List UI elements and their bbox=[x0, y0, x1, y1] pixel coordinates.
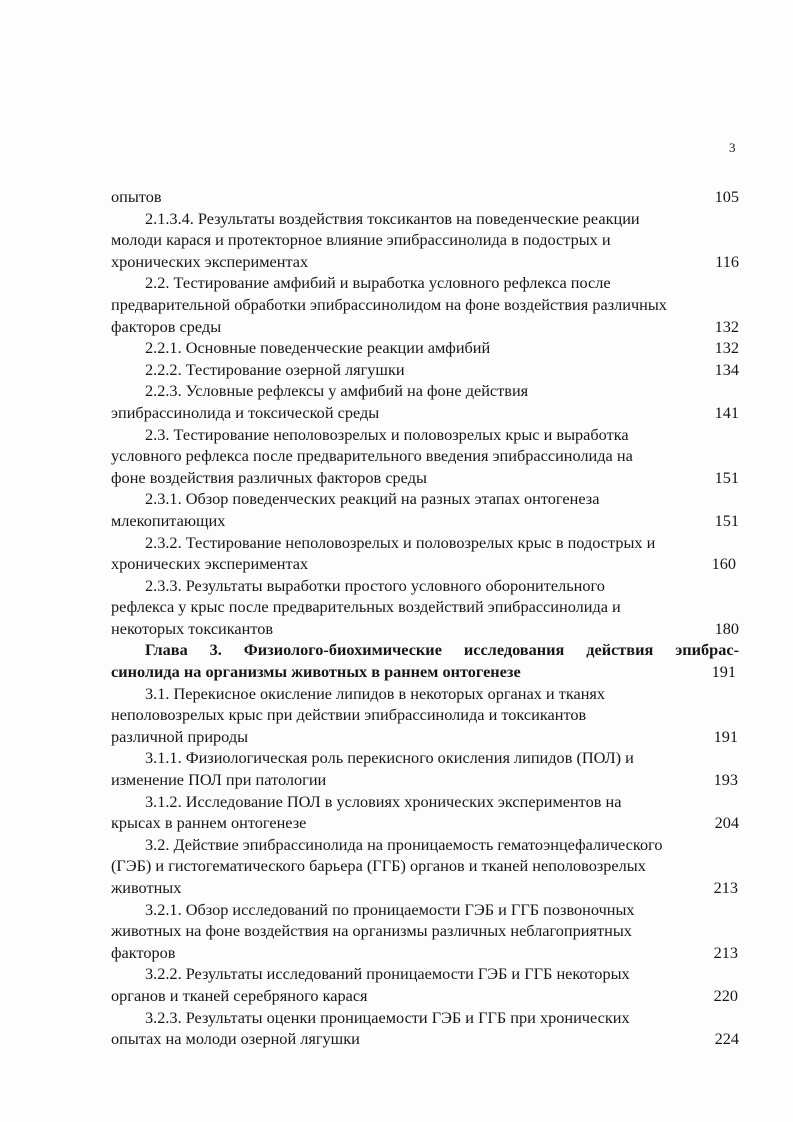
toc-entry-text: 2.3. Тестирование неполовозрелых и половозрелых крыс и выработка bbox=[145, 424, 629, 444]
toc-line bbox=[111, 834, 739, 856]
toc-entry-text: 3.1.2. Исследование ПОЛ в условиях хронических экспериментов на bbox=[145, 791, 622, 811]
toc-entry-text: (ГЭБ) и гистогематического барьера (ГГБ) органов и тканей неполовозрелых bbox=[111, 856, 646, 876]
toc-entry-text: хронических экспериментах bbox=[111, 251, 309, 271]
toc-entry-text: опытах на молоди озерной лягушки bbox=[111, 1029, 360, 1049]
toc-entry-text: рефлекса у крыс после предварительных воздействий эпибрассинолида и bbox=[111, 597, 621, 617]
toc-entry-text: хронических экспериментах bbox=[111, 554, 309, 574]
toc-line bbox=[111, 380, 739, 402]
toc-page-number: 141 bbox=[714, 402, 739, 422]
toc-line bbox=[111, 510, 739, 532]
toc-entry-text: 2.3.3. Результаты выработки простого условного оборонительного bbox=[145, 575, 605, 595]
toc-page-number: 151 bbox=[714, 467, 739, 487]
toc-page-number: 191 bbox=[711, 662, 736, 682]
toc-entry-text: 3.1. Перекисное окисление липидов в некоторых органах и тканях bbox=[145, 683, 606, 703]
toc-entry-text: 3.2. Действие эпибрассинолида на проницаемость гематоэнцефалического bbox=[145, 834, 663, 854]
toc-page-number: 213 bbox=[713, 878, 738, 897]
toc-entry-text: 2.2.1. Основные поведенческие реакции амфибий bbox=[145, 338, 491, 358]
toc-line bbox=[111, 812, 739, 834]
toc-entry-text: неполовозрелых крыс при действии эпибрассинолида и токсикантов bbox=[111, 705, 587, 725]
toc-line bbox=[111, 445, 739, 467]
toc-entry-text: различной природы bbox=[111, 726, 249, 746]
toc-entry-text: эпибрассинолида и токсической среды bbox=[111, 402, 380, 422]
toc-line bbox=[111, 899, 739, 921]
toc-line bbox=[111, 532, 739, 554]
toc-line bbox=[111, 596, 739, 618]
toc-line bbox=[111, 208, 739, 230]
toc-entry-text: 2.3.2. Тестирование неполовозрелых и половозрелых крыс в подострых и bbox=[145, 532, 656, 552]
toc-page-number: 132 bbox=[714, 338, 739, 358]
toc-page-number: 116 bbox=[715, 251, 739, 271]
toc-page-number: 105 bbox=[714, 187, 739, 206]
toc-line bbox=[111, 337, 739, 359]
toc-entry-text: Глава 3. Физиолого-биохимические исследования действия эпибрас- bbox=[145, 640, 739, 660]
toc-page-number: 213 bbox=[713, 942, 738, 962]
toc-entry-text: 3.2.1. Обзор исследований по проницаемости ГЭБ и ГГБ позвоночных bbox=[145, 899, 635, 919]
toc-entry-text: факторов bbox=[111, 942, 176, 962]
toc-line bbox=[111, 920, 739, 942]
toc-entry-text: животных bbox=[111, 878, 182, 897]
toc-line bbox=[111, 942, 739, 964]
toc-line bbox=[111, 747, 739, 769]
toc-line bbox=[111, 359, 739, 381]
toc-entry-text: 2.2.2. Тестирование озерной лягушки bbox=[145, 359, 405, 379]
toc-line bbox=[111, 726, 739, 748]
toc-entry-text: 3.2.3. Результаты оценки проницаемости ГЭБ и ГГБ при хронических bbox=[145, 1007, 630, 1027]
toc-entry-text: фоне воздействия различных факторов среды bbox=[111, 467, 427, 487]
toc-line bbox=[111, 704, 739, 726]
toc-chapter-heading bbox=[111, 661, 739, 683]
toc-entry-text: молоди карася и протекторное влияние эпибрассинолида в подострых и bbox=[111, 230, 611, 250]
toc-chapter-heading bbox=[111, 639, 739, 661]
toc-page-number: 132 bbox=[714, 316, 739, 336]
toc-entry-text: 3.1.1. Физиологическая роль перекисного окисления липидов (ПОЛ) и bbox=[145, 748, 634, 768]
toc-entry-text: 3.2.2. Результаты исследований проницаемости ГЭБ и ГГБ некоторых bbox=[145, 964, 630, 984]
toc-page-number: 191 bbox=[713, 726, 738, 746]
toc-line bbox=[111, 467, 739, 489]
toc-entry-text: синолида на организмы животных в раннем онтогенезе bbox=[111, 662, 521, 682]
toc-line bbox=[111, 272, 739, 294]
toc-line bbox=[111, 963, 739, 985]
toc-line bbox=[111, 791, 739, 813]
toc-entry-text: изменение ПОЛ при патологии bbox=[111, 770, 327, 790]
toc-line bbox=[111, 1028, 739, 1050]
toc-line bbox=[111, 769, 739, 791]
toc-line bbox=[111, 251, 739, 273]
toc-entry-text: млекопитающих bbox=[111, 510, 226, 530]
toc-entry-text: животных на фоне воздействия на организмы различных неблагоприятных bbox=[111, 921, 632, 941]
toc-page-number: 134 bbox=[714, 359, 739, 379]
toc-line bbox=[111, 575, 739, 597]
toc-entry-text: факторов среды bbox=[111, 316, 222, 336]
toc-page-number: 160 bbox=[711, 554, 736, 574]
toc-entry-text: 2.2. Тестирование амфибий и выработка условного рефлекса после bbox=[145, 273, 611, 293]
toc-line bbox=[111, 618, 739, 640]
toc-entry-text: условного рефлекса после предварительного введения эпибрассинолида на bbox=[111, 446, 633, 466]
toc-entry-text: 2.3.1. Обзор поведенческих реакций на разных этапах онтогенеза bbox=[145, 489, 600, 509]
toc-page-number: 193 bbox=[713, 770, 738, 790]
toc-page-number: 151 bbox=[714, 510, 739, 530]
toc-line bbox=[111, 877, 739, 899]
toc-line bbox=[111, 855, 739, 877]
page-number: 3 bbox=[729, 140, 736, 155]
toc-line bbox=[111, 186, 739, 208]
toc-entry-text: 2.2.3. Условные рефлексы у амфибий на фоне действия bbox=[145, 381, 529, 401]
toc-line bbox=[111, 488, 739, 510]
toc-entry-text: предварительной обработки эпибрассинолидом на фоне воздействия различных bbox=[111, 294, 667, 314]
toc-page-number: 220 bbox=[713, 985, 738, 1005]
toc-line bbox=[111, 229, 739, 251]
toc-page-number: 224 bbox=[714, 1029, 739, 1049]
toc-line bbox=[111, 424, 739, 446]
toc-line bbox=[111, 985, 739, 1007]
toc-page-number: 180 bbox=[714, 618, 739, 638]
toc-line bbox=[111, 294, 739, 316]
toc-entry-text: некоторых токсикантов bbox=[111, 618, 274, 638]
toc-line bbox=[111, 316, 739, 338]
toc-entry-text: крысах в раннем онтогенезе bbox=[111, 813, 307, 833]
table-of-contents bbox=[111, 186, 739, 1050]
toc-entry-text: 2.1.3.4. Результаты воздействия токсикантов на поведенческие реакции bbox=[145, 208, 640, 228]
toc-line bbox=[111, 553, 739, 575]
toc-line bbox=[111, 683, 739, 705]
toc-entry-text: опытов bbox=[111, 187, 162, 206]
toc-page-number: 204 bbox=[714, 813, 739, 833]
toc-line bbox=[111, 1007, 739, 1029]
toc-line bbox=[111, 402, 739, 424]
toc-entry-text: органов и тканей серебряного карася bbox=[111, 985, 368, 1005]
